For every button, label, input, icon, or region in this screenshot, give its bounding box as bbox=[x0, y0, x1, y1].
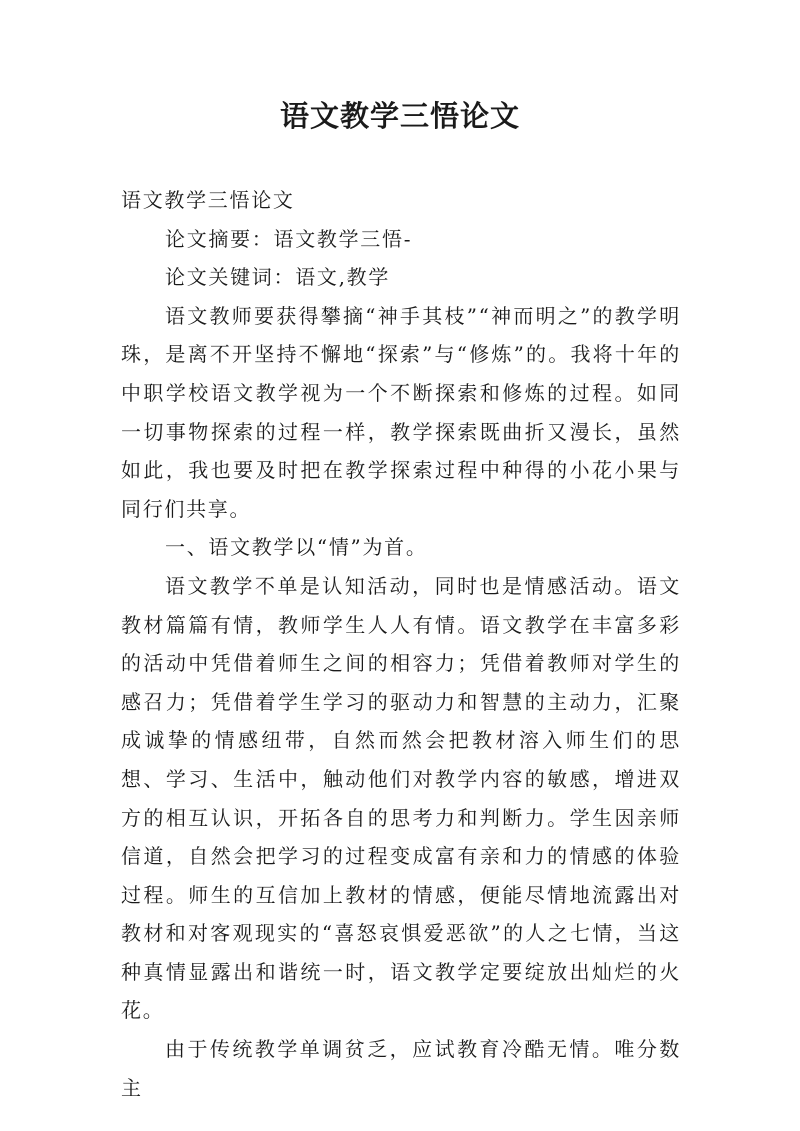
paragraph: 一、语文教学以“情”为首。 bbox=[165, 535, 428, 560]
paragraph: 论文摘要：语文教学三悟- bbox=[165, 226, 413, 251]
paragraph: 语文教学三悟论文 bbox=[121, 188, 295, 212]
paragraph: 由于传统教学单调贫乏，应试教育冷酷无情。唯分数主 bbox=[121, 1037, 681, 1100]
paragraph: 语文教学不单是认知活动，同时也是情感活动。语文教材篇篇有情，教师学生人人有情。语文教学在丰富多彩的活动中凭借着师生之间的相容力；凭借着教师对学生的感召力；凭借着学生学习的驱动力和智慧的主动力，汇聚成诚挚的情感纽带，自然而然会把教材溶入师生们的思想、学习、生活中，触动他们对教学内容的敏感，增进双方的相互认识，开拓各自的思考力和判断力。学生因亲师信道，自然会把学习的过程变成富有亲和力的情感的体验过程。师生的互信加上教材的情感，便能尽情地流露出对教材和对客观现实的“喜怒哀惧爱恶欲”的人之七情，当这种真情显露出和谐统一时，语文教学定要绽放出灿烂的火花。 bbox=[121, 573, 681, 1023]
document-title: 语文教学三悟论文 bbox=[279, 99, 520, 133]
paragraph: 论文关键词：语文,教学 bbox=[165, 265, 391, 290]
paragraph: 语文教师要获得攀摘“神手其枝”“神而明之”的教学明珠，是离不开坚持不懈地“探索”与“修炼”的。我将十年的中职学校语文教学视为一个不断探索和修炼的过程。如同一切事物探索的过程一样，教学探索既曲折又漫长，虽然如此，我也要及时把在教学探索过程中种得的小花小果与同行们共享。 bbox=[121, 303, 681, 521]
document-body bbox=[121, 181, 681, 1107]
